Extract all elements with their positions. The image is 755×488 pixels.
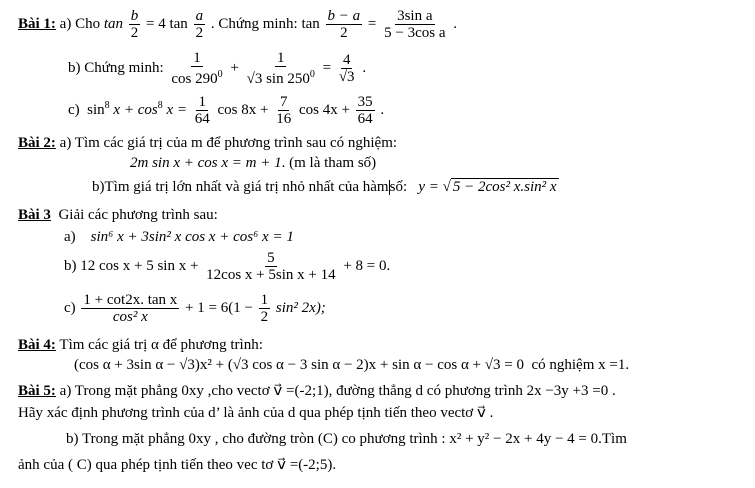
frac-num: 1 <box>193 50 201 66</box>
frac-num: 4 <box>342 52 351 68</box>
frac-num: 35 <box>357 94 373 110</box>
bai3-intro: Giải các phương trình sau: <box>58 207 218 223</box>
bai1-b-plus: + <box>230 59 239 76</box>
frac-num: b <box>130 8 139 24</box>
bai3-c-frac <box>81 292 179 325</box>
frac-den: 2 <box>130 25 139 41</box>
den-sqrt: √3 <box>246 71 263 87</box>
bai5-b-text2: ảnh của ( C) qua phép tịnh tiến theo vec tơ v⃗ =(-2;5). <box>18 457 337 473</box>
frac-num: 7 <box>279 94 288 110</box>
frac-den: 64 <box>357 111 373 127</box>
bai3-c-frac2 <box>259 292 271 325</box>
frac-den: 12cos x + 5sin x + 14 <box>206 267 336 283</box>
bai1-c-frac1 <box>193 94 212 127</box>
bai2-b-text2: số: <box>389 179 408 195</box>
bai1-a-frac4 <box>382 8 447 41</box>
bai2-a-equation: 2m sin x + cos x = m + 1 <box>130 155 282 171</box>
frac-den <box>245 67 317 87</box>
bai1-b-eq: = <box>322 59 332 76</box>
bai1-b-frac1 <box>169 50 224 87</box>
frac-den: 5 − 3cos a <box>384 25 446 41</box>
bai2-a-note: . (m là tham số) <box>281 155 377 171</box>
bai5-line-a2 <box>18 404 493 422</box>
bai1-c-frac3 <box>356 94 375 127</box>
bai2-label: Bài 2: <box>18 135 56 151</box>
bai1-a-end: . <box>453 15 457 32</box>
bai1-a-tan3: tan <box>301 15 320 32</box>
bai1-c-expr5: cos 4x + <box>298 101 350 118</box>
bai1-a-frac2 <box>194 8 206 41</box>
bai5-line-b <box>66 430 627 448</box>
bai1-c-frac2 <box>274 94 293 127</box>
bai2-a-text: a) Tìm các giá trị của m để phương trình sau có nghiệm: <box>59 135 398 151</box>
bai3-line-b <box>64 250 390 283</box>
bai2-line-b <box>92 178 559 196</box>
bai5-line-a <box>18 382 616 400</box>
bai1-a-frac3 <box>326 8 363 41</box>
degree-sup: 0 <box>309 69 315 80</box>
bai3-b-frac <box>204 250 337 283</box>
frac-num: a <box>195 8 204 24</box>
frac-den: cos² x <box>112 309 148 325</box>
frac-den: 2 <box>195 25 204 41</box>
bai1-b-prefix: b) Chứng minh: <box>68 59 164 76</box>
bai1-line-b <box>68 50 366 87</box>
frac-den <box>169 67 224 87</box>
frac-num: b − a <box>327 8 361 24</box>
bai5-b-text: b) Trong mặt phẳng 0xy , cho đường tròn (C) co phương trình : x² + y² − 2x + 4y − 4 = 0.Tìm <box>66 431 627 447</box>
frac-num: 5 <box>267 250 275 266</box>
frac-den: 16 <box>276 111 292 127</box>
bai1-c-expr3: x = <box>166 101 187 118</box>
bai1-a-text: . Chứng minh: <box>210 15 298 32</box>
bai2-b-eq-sqrt: 5 − 2cos² x.sin² x <box>452 179 557 195</box>
bai5-a-text2: Hãy xác định phương trình của d’ là ảnh của d qua phép tịnh tiến theo vectơ v⃗ . <box>18 405 494 421</box>
bai3-line-c <box>64 292 326 325</box>
bai1-a-prefix: a) Cho <box>59 15 101 32</box>
bai2-b-eq-lhs: y = <box>418 179 439 195</box>
bai4-line-intro <box>18 336 263 354</box>
bai1-c-end: . <box>380 101 385 118</box>
bai3-b-prefix: b) <box>64 257 77 274</box>
bai1-a-expr2: = 4 tan <box>146 15 188 32</box>
bai1-c-expr2: x + cos <box>113 101 158 118</box>
bai3-line-intro <box>18 206 218 224</box>
bai5-line-b2 <box>18 456 336 474</box>
bai4-text: Tìm các giá trị α để phương trình: <box>59 337 263 353</box>
bai1-c-expr4: cos 8x + <box>217 101 269 118</box>
den-text: cos 290 <box>171 71 218 87</box>
bai1-line-a <box>18 8 457 41</box>
bai1-b-end: . <box>362 59 367 76</box>
bai1-a-frac1 <box>129 8 141 41</box>
frac-num: 1 <box>198 94 206 110</box>
bai2-line-eq <box>130 154 376 172</box>
bai4-end: có nghiệm x =1. <box>531 357 630 373</box>
bai3-b-eq1: 12 cos x + 5 sin x + <box>80 257 199 274</box>
bai1-a-tan1: tan <box>103 15 124 32</box>
bai4-label: Bài 4: <box>18 337 56 353</box>
bai1-a-eq: = <box>367 15 377 32</box>
frac-den: √3 <box>338 69 355 85</box>
degree-sup: 0 <box>217 69 223 80</box>
bai3-c-prefix: c) <box>64 299 76 316</box>
bai1-b-frac2 <box>245 50 317 87</box>
bai4-line-eq <box>74 356 629 374</box>
bai1-line-c <box>68 94 384 127</box>
bai5-label: Bài 5: <box>18 383 56 399</box>
bai3-a-equation: sin⁶ x + 3sin² x cos x + cos⁶ x = 1 <box>90 229 294 245</box>
frac-num: 1 <box>276 50 285 66</box>
sqrt-sign: √ <box>442 179 451 195</box>
frac-den: 64 <box>194 111 210 127</box>
bai2-b-text: b)Tìm giá trị lớn nhất và giá trị nhỏ nhất của hàm <box>92 179 389 195</box>
bai3-b-eq2: + 8 = 0. <box>343 257 391 274</box>
bai2-line-a <box>18 134 397 152</box>
bai3-a-prefix: a) <box>64 229 76 245</box>
frac-den: 2 <box>260 309 269 325</box>
bai1-c-prefix: c) <box>68 101 80 118</box>
den-text: sin 250 <box>266 71 310 87</box>
exp-sup: 8 <box>157 99 163 111</box>
bai1-b-frac3 <box>337 52 357 85</box>
frac-den: 2 <box>340 25 348 41</box>
bai5-a-text: a) Trong mặt phẳng 0xy ,cho vectơ v⃗ =(-2;1), đường thẳng d có phương trình 2x −3y +3 =0 . <box>59 383 616 399</box>
frac-num: 1 + cot2x. tan x <box>83 292 178 308</box>
bai1-c-sin: sin <box>87 101 105 118</box>
bai3-label: Bài 3 <box>18 207 51 223</box>
frac-num: 3sin a <box>397 8 433 24</box>
bai3-c-eq2: sin² 2x); <box>275 299 326 316</box>
bai3-line-a <box>64 228 294 246</box>
bai1-label: Bài 1: <box>18 15 56 32</box>
bai3-c-eq1: + 1 = 6(1 − <box>185 299 253 316</box>
frac-num: 1 <box>260 292 269 308</box>
exp-sup: 8 <box>104 99 110 111</box>
bai4-equation: (cos α + 3sin α − √3)x² + (√3 cos α − 3 sin α − 2)x + sin α − cos α + √3 = 0 <box>74 357 524 373</box>
